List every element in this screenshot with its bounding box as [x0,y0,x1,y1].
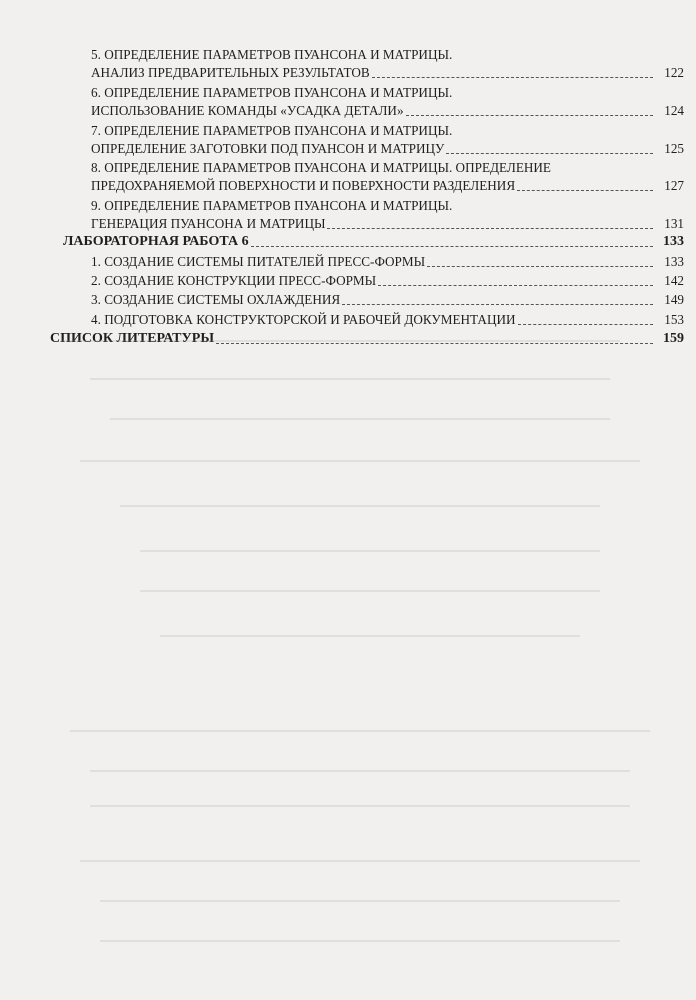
toc-references-label: СПИСОК ЛИТЕРАТУРЫ [50,331,215,346]
toc-entry-6-page: 124 [664,103,684,118]
toc-lab6-label: ЛАБОРАТОРНАЯ РАБОТА 6 [63,234,249,249]
toc-entry-5[interactable] [91,64,684,82]
toc-lab6-item-1[interactable] [91,253,684,271]
toc-entry-7[interactable] [91,140,684,158]
toc-entry-8[interactable] [91,177,684,195]
toc-entry-7-page: 125 [664,141,684,156]
toc-entry-5-line2: АНАЛИЗ ПРЕДВАРИТЕЛЬНЫХ РЕЗУЛЬТАТОВ [91,65,370,80]
leader-dots [372,77,653,78]
toc-lab6-item-2-page: 142 [664,273,684,288]
toc-entry-6-line2: ИСПОЛЬЗОВАНИЕ КОМАНДЫ «УСАДКА ДЕТАЛИ» [91,103,404,118]
leader-dots [446,153,653,154]
toc-entry-9-line1: 9. ОПРЕДЕЛЕНИЕ ПАРАМЕТРОВ ПУАНСОНА И МАТРИЦЫ. [91,198,453,213]
leader-dots [342,304,653,305]
toc-entry-9[interactable] [91,215,684,233]
toc-entry-7-line1: 7. ОПРЕДЕЛЕНИЕ ПАРАМЕТРОВ ПУАНСОНА И МАТРИЦЫ. [91,123,453,138]
leader-dots [327,228,653,229]
toc-entry-7-line2: ОПРЕДЕЛЕНИЕ ЗАГОТОВКИ ПОД ПУАНСОН И МАТРИЦУ [91,141,445,156]
toc-entry-8-line2: ПРЕДОХРАНЯЕМОЙ ПОВЕРХНОСТИ И ПОВЕРХНОСТИ РАЗДЕЛЕНИЯ [91,178,516,193]
leader-dots [251,246,653,247]
toc-lab6-item-4-page: 153 [664,312,684,327]
toc-lab6-item-3-label: 3. СОЗДАНИЕ СИСТЕМЫ ОХЛАЖДЕНИЯ [91,292,341,307]
toc-lab6-page: 133 [663,234,684,249]
toc-lab6-item-3-page: 149 [664,292,684,307]
toc-entry-8-page: 127 [664,178,684,193]
toc-entry-8-line1: 8. ОПРЕДЕЛЕНИЕ ПАРАМЕТРОВ ПУАНСОНА И МАТРИЦЫ. ОПРЕДЕЛЕНИЕ [91,160,551,175]
toc-lab6-item-3[interactable] [91,291,684,309]
toc-lab6-item-1-label: 1. СОЗДАНИЕ СИСТЕМЫ ПИТАТЕЛЕЙ ПРЕСС-ФОРМЫ [91,254,426,269]
toc-entry-9-line2: ГЕНЕРАЦИЯ ПУАНСОНА И МАТРИЦЫ [91,216,326,231]
bleed-through-texture [50,300,690,1000]
toc-lab6-item-4[interactable] [91,311,684,329]
toc-references[interactable] [50,330,684,348]
toc-lab6-item-2[interactable] [91,272,684,290]
leader-dots [216,343,653,344]
toc-entry-5-page: 122 [664,65,684,80]
leader-dots [517,190,653,191]
leader-dots [518,324,653,325]
toc-lab6-item-2-label: 2. СОЗДАНИЕ КОНСТРУКЦИИ ПРЕСС-ФОРМЫ [91,273,377,288]
toc-references-page: 159 [663,331,684,346]
leader-dots [406,115,653,116]
leader-dots [378,285,653,286]
toc-entry-5-line1: 5. ОПРЕДЕЛЕНИЕ ПАРАМЕТРОВ ПУАНСОНА И МАТРИЦЫ. [91,47,453,62]
toc-entry-6-line1: 6. ОПРЕДЕЛЕНИЕ ПАРАМЕТРОВ ПУАНСОНА И МАТРИЦЫ. [91,85,453,100]
toc-entry-9-page: 131 [664,216,684,231]
toc-lab6-heading[interactable] [63,233,684,251]
toc-entry-6[interactable] [91,102,684,120]
toc-lab6-item-4-label: 4. ПОДГОТОВКА КОНСТРУКТОРСКОЙ И РАБОЧЕЙ ДОКУМЕНТАЦИИ [91,312,516,327]
leader-dots [427,266,653,267]
toc-lab6-item-1-page: 133 [664,254,684,269]
